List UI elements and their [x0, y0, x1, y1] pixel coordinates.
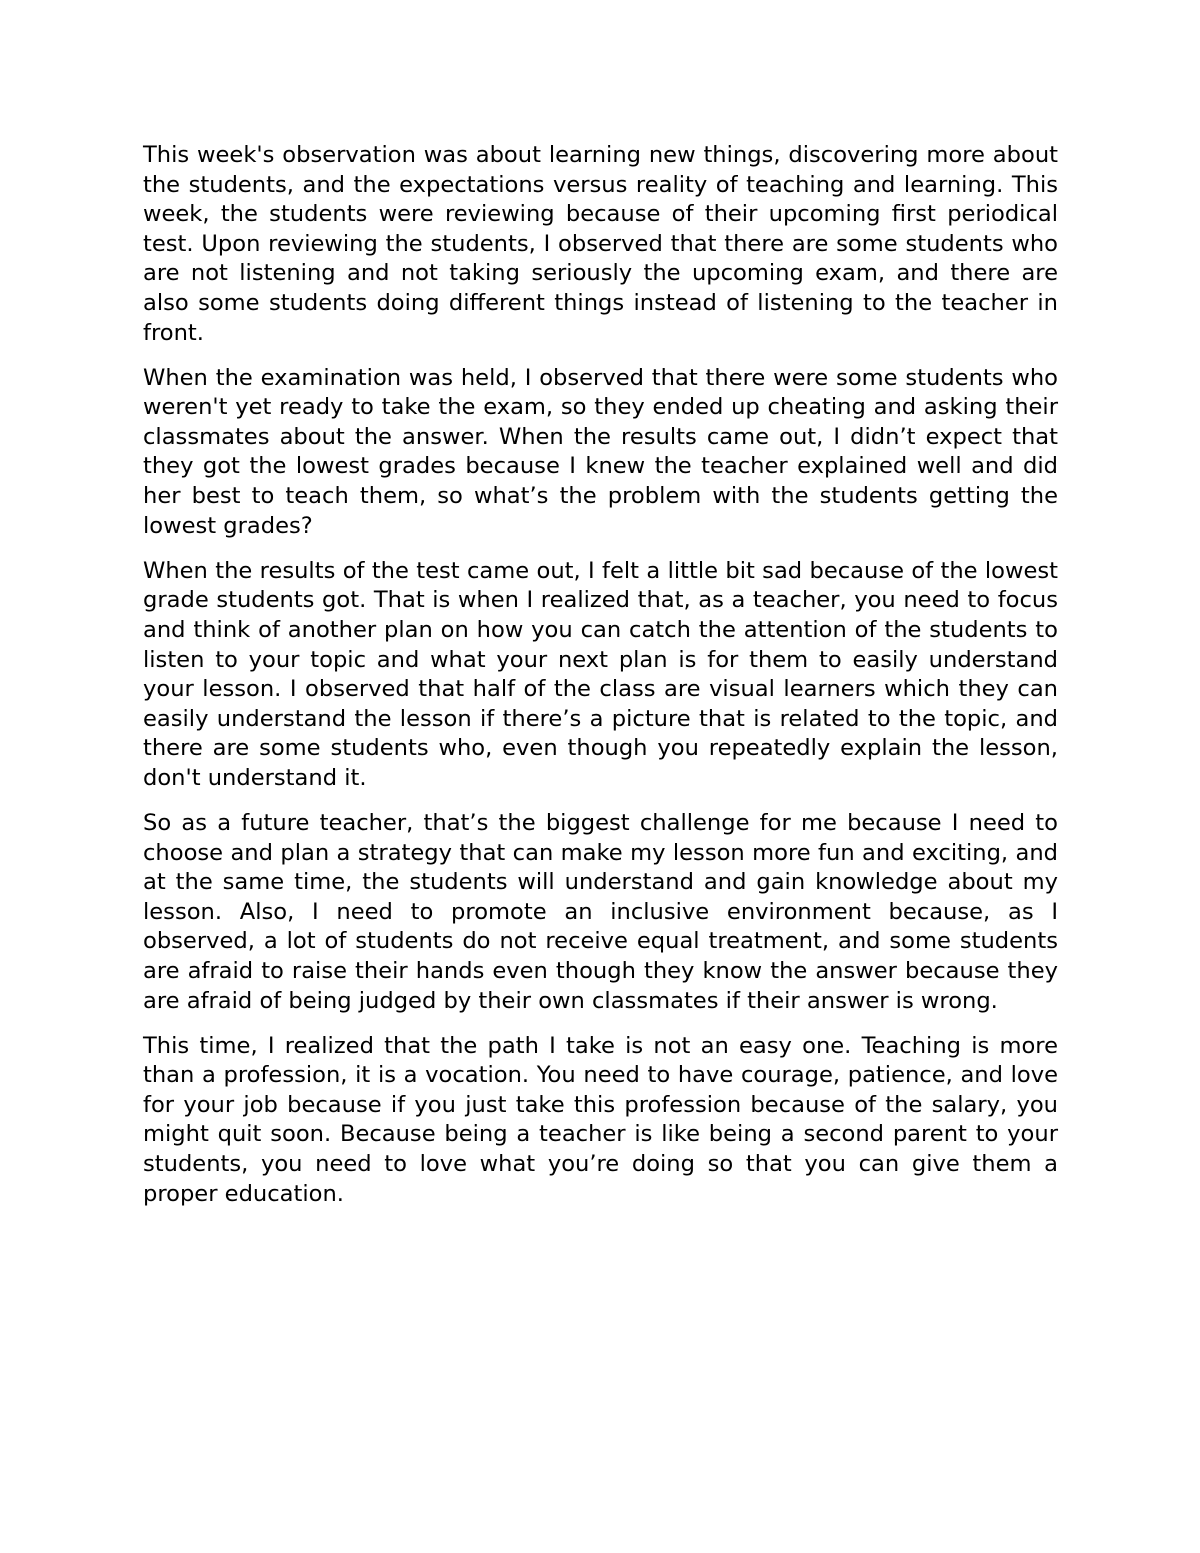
paragraph-5: This time, I realized that the path I take is not an easy one. Teaching is more than a profession, it is a vocation. You need to have courage, patience, and love for your job because if you just take this profession because of the salary, you might quit soon. Because being a teacher is like being a second parent to your students, you need to love what you’re doing so that you can give them a proper education.: [143, 1032, 1058, 1207]
paragraph-3: When the results of the test came out, I felt a little bit sad because of the lowest grade students got. That is when I realized that, as a teacher, you need to focus and think of another plan on how you can catch the attention of the students to listen to your topic and what your next plan is for them to easily understand your lesson. I observed that half of the class are visual learners which they can easily understand the lesson if there’s a picture that is related to the topic, and there are some students who, even though you repeatedly explain the lesson, don't understand it.: [143, 557, 1058, 791]
paragraph-2: When the examination was held, I observed that there were some students who weren't yet ready to take the exam, so they ended up cheating and asking their classmates about the answer. When the results came out, I didn’t expect that they got the lowest grades because I knew the teacher explained well and did her best to teach them, so what’s the problem with the students getting the lowest grades?: [143, 364, 1058, 539]
paragraph-1: This week's observation was about learning new things, discovering more about the students, and the expectations versus reality of teaching and learning. This week, the students were reviewing because of their upcoming first periodical test. Upon reviewing the students, I observed that there are some students who are not listening and not taking seriously the upcoming exam, and there are also some students doing different things instead of listening to the teacher in front.: [143, 142, 1058, 346]
document-body: [143, 141, 1058, 1225]
paragraph-4: So as a future teacher, that’s the biggest challenge for me because I need to choose and plan a strategy that can make my lesson more fun and exciting, and at the same time, the students will understand and gain knowledge about my lesson. Also, I need to promote an inclusive environment because, as I observed, a lot of students do not receive equal treatment, and some students are afraid to raise their hands even though they know the answer because they are afraid of being judged by their own classmates if their answer is wrong.: [143, 809, 1058, 1014]
